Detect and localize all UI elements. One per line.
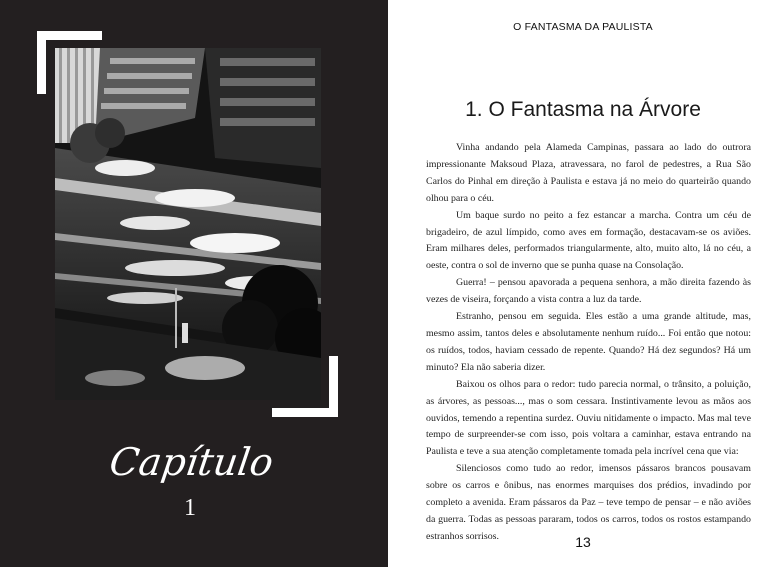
running-head: O FANTASMA DA PAULISTA [513,21,653,33]
right-page [388,0,778,567]
chapter-title: 1. O Fantasma na Árvore [465,98,701,121]
left-page [0,0,388,567]
body-text [426,140,751,546]
paragraph: Baixou os olhos para o redor: tudo parecia normal, o trânsito, a poluição, as árvores, as pessoas..., mas o som cessara. Instintivamente levou as mãos aos ouvidos, temendo a repentina surdez. Ouviu nitidamente o impacto. Mas mal teve tempo de surpreender-se com isso, pois voltara a caminhar, estava entrando na Paulista e teve a sua atenção completamente tomada pela incrível cena que via: [426,378,751,458]
corner-bracket-bottom-right-vertical [329,356,338,417]
page-number: 13 [575,534,591,550]
paragraph: Estranho, pensou em seguida. Eles estão a uma grande altitude, mas, mesmo assim, tantos deles e absolutamente nenhum ruído... Foi então que notou: os ruídos, todos, haviam cessado de repente. Quando? Há dez segundos? Há um minuto? Ela não saberia dizer. [426,311,751,373]
paragraph: Silenciosos como tudo ao redor, imensos pássaros brancos pousavam sobre os carros e ônibus, nas enormes marquises dos prédios, invadindo por completo a avenida. Eram pássaros da Paz – teve tempo de pensar – e não aviões da guerra. Todas as pessoas pararam, todos os carros, todos os rostos estampando estranhos sorrisos. [426,463,751,542]
chapter-number: 1 [184,495,196,521]
chapter-photo [55,48,321,400]
paragraph: Vinha andando pela Alameda Campinas, passara ao lado do outrora impressionante Maksoud Plaza, atravessara, no farol de pedestres, a Rua São Carlos do Pinhal em direção à Paulista e estava já no meio do quarteirão quando olhou para o céu. [426,142,751,204]
paragraph: Guerra! – pensou apavorada a pequena senhora, a mão direita fazendo às vezes de viseira, forçando a vista contra a luz da tarde. [426,277,751,306]
corner-bracket-top-left [37,31,102,40]
corner-bracket-top-left-vertical [37,31,46,94]
paragraph: Um baque surdo no peito a fez estancar a marcha. Contra um céu de brigadeiro, de azul límpido, como aves em formação, destacavam-se os aviões. Eram milhares deles, performados triangularmente, alto, muito alto, lá no céu, a oeste, contra o sol de inverno que se punha quase na Consolação. [426,209,751,272]
street-photo-illustration [55,48,321,400]
chapter-word: Capítulo [106,440,277,484]
